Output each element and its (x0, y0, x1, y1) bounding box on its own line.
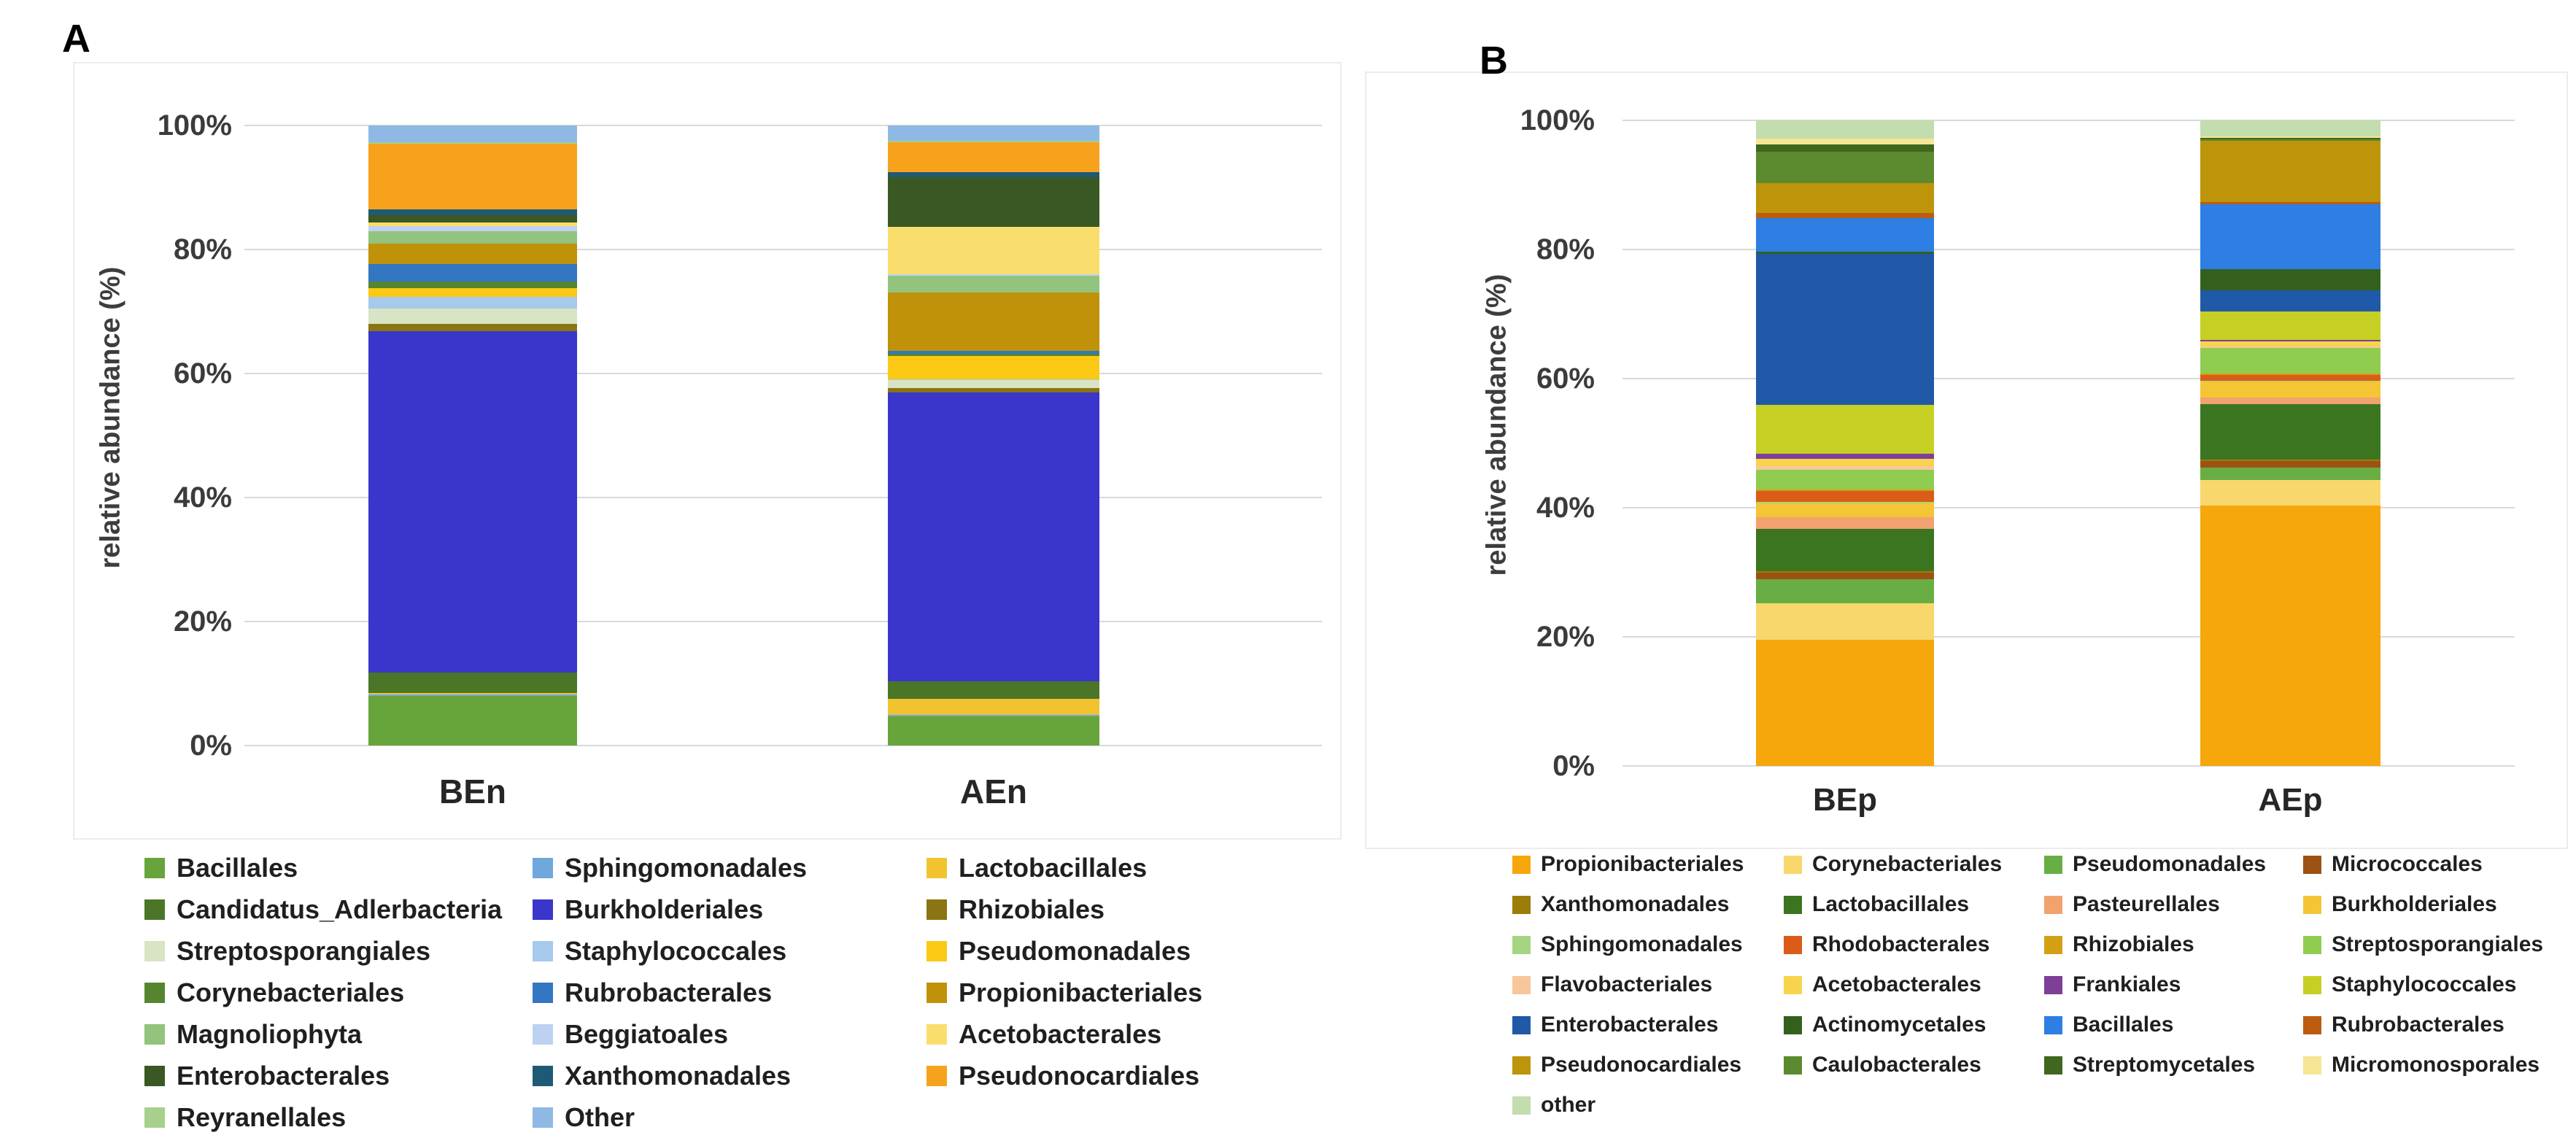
legend-swatch (533, 941, 553, 961)
legend-swatch (533, 1066, 553, 1086)
legend-swatch (2044, 896, 2062, 914)
bar-segment (368, 696, 577, 746)
y-tick-label: 0% (190, 729, 232, 762)
bar-segment (368, 309, 577, 324)
legend-swatch (927, 858, 947, 878)
legend-swatch (533, 1107, 553, 1128)
legend-swatch (927, 899, 947, 920)
x-category-label: AEp (2258, 782, 2323, 818)
bar-segment (888, 141, 1099, 142)
bar-segment (2200, 340, 2380, 341)
y-axis-title-b: relative abundance (%) (1481, 274, 1512, 576)
y-tick-label: 80% (173, 233, 232, 266)
legend-swatch (1512, 896, 1531, 914)
y-tick-label: 20% (173, 605, 232, 638)
bar-segment (2200, 204, 2380, 269)
legend-swatch (144, 858, 165, 878)
legend-swatch (2044, 976, 2062, 994)
bar-segment (1756, 459, 1934, 467)
legend-swatch (533, 1024, 553, 1045)
legend-swatch (1512, 856, 1531, 874)
legend-label: Other (565, 1102, 635, 1132)
legend-swatch (927, 1024, 947, 1045)
legend-label: Bacillales (177, 853, 298, 883)
bar-segment (1756, 470, 1934, 489)
legend-swatch (1784, 896, 1802, 914)
legend-swatch (1784, 936, 1802, 954)
legend-item (1512, 1011, 1718, 1039)
legend-item (533, 852, 807, 884)
legend-item (2044, 1051, 2255, 1079)
bar-segment (2200, 398, 2380, 405)
legend-label: other (1541, 1093, 1596, 1117)
legend-swatch (533, 899, 553, 920)
legend-swatch (144, 1024, 165, 1045)
bar-segment (1756, 573, 1934, 580)
bar-segment (1756, 502, 1934, 503)
bar-segment (2200, 348, 2380, 373)
legend-label: Propionibacteriales (959, 977, 1203, 1007)
bar-segment (2200, 141, 2380, 202)
legend-label: Enterobacterales (177, 1061, 390, 1091)
bar-segment (2200, 290, 2380, 311)
legend-item (2044, 1011, 2173, 1039)
legend-swatch (144, 941, 165, 961)
legend-label: Pasteurellales (2073, 892, 2220, 916)
legend-item (927, 852, 1147, 884)
panel-b-letter: B (1480, 39, 1508, 82)
legend-item (533, 1060, 791, 1092)
legend-label: Acetobacterales (1812, 972, 1981, 996)
legend-label: Pseudonocardiales (959, 1061, 1200, 1091)
bar-segment (888, 715, 1099, 716)
legend-item (2303, 1011, 2505, 1039)
bar-segment (1756, 254, 1934, 405)
legend-item (144, 1060, 390, 1092)
legend-item (2044, 971, 2181, 999)
legend-label: Acetobacterales (959, 1019, 1162, 1049)
legend-item (2303, 891, 2497, 918)
legend-item (2303, 931, 2543, 959)
bar-segment (2200, 120, 2380, 136)
legend-swatch (2303, 1016, 2321, 1034)
x-category-label: BEn (439, 773, 506, 810)
legend-item (144, 935, 430, 967)
legend-label: Magnoliophyta (177, 1019, 362, 1049)
bar-segment (1756, 529, 1934, 571)
bar-segment (1756, 603, 1934, 640)
bar-segment (888, 172, 1099, 178)
legend-swatch (927, 1066, 947, 1086)
legend-label: Rubrobacterales (565, 977, 773, 1007)
bar-segment (1756, 183, 1934, 214)
bar-segment (368, 222, 577, 225)
legend-swatch (2303, 1056, 2321, 1075)
legend-item (927, 894, 1105, 926)
x-category-label: AEn (960, 773, 1027, 810)
bar-segment (2200, 311, 2380, 340)
stacked-bar (2200, 120, 2380, 766)
legend-swatch (2303, 896, 2321, 914)
legend-item (2303, 971, 2516, 999)
legend-swatch (927, 983, 947, 1003)
bar-segment (2200, 381, 2380, 382)
bar-segment (1756, 579, 1934, 603)
legend-item (2044, 891, 2220, 918)
legend-item (533, 1018, 728, 1050)
y-tick-label: 100% (1520, 104, 1595, 136)
bar-segment (368, 244, 577, 263)
legend-item (144, 977, 404, 1009)
legend-swatch (533, 983, 553, 1003)
bar-segment (888, 392, 1099, 681)
bar-segment (2200, 480, 2380, 506)
legend-item (927, 935, 1191, 967)
legend-item (144, 1102, 346, 1134)
legend-swatch (1512, 1016, 1531, 1034)
y-tick-label: 60% (173, 357, 232, 390)
y-axis-title-a: relative abundance (%) (95, 266, 126, 569)
bar-segment (1756, 152, 1934, 182)
bar-segment (2200, 468, 2380, 480)
stacked-bar (368, 125, 577, 746)
bar-segment (888, 716, 1099, 746)
bar-segment (888, 276, 1099, 293)
legend-swatch (2303, 936, 2321, 954)
legend-label: Bacillales (2073, 1013, 2174, 1037)
bar-segment (888, 177, 1099, 227)
bar-segment (368, 231, 577, 244)
legend-item (2044, 851, 2266, 878)
bar-segment (2200, 460, 2380, 462)
bar-segment (368, 297, 577, 309)
legend-item (533, 1102, 635, 1134)
legend-label: Pseudomonadales (959, 936, 1191, 966)
legend-label: Caulobacterales (1812, 1053, 1981, 1077)
bar-segment (1756, 405, 1934, 453)
legend-swatch (2303, 856, 2321, 874)
bar-segment (888, 351, 1099, 353)
legend-label: Micrococcales (2332, 852, 2483, 876)
legend-item (1784, 971, 1981, 999)
panel-a-letter: A (62, 17, 90, 61)
bar-segment (1756, 503, 1934, 517)
bar-segment (1756, 466, 1934, 469)
bar-segment (1756, 144, 1934, 152)
bar-segment (368, 324, 577, 331)
legend-label: Pseudonocardiales (1541, 1053, 1742, 1077)
legend-item (1512, 931, 1743, 959)
bar-segment (888, 125, 1099, 141)
legend-label: Streptomycetales (2073, 1053, 2256, 1077)
legend-item (927, 977, 1202, 1009)
legend-label: Burkholderiales (565, 894, 764, 924)
legend-label: Xanthomonadales (565, 1061, 792, 1091)
legend-item (2303, 851, 2483, 878)
bar-segment (2200, 375, 2380, 381)
bar-segment (368, 282, 577, 288)
bar-segment (888, 380, 1099, 388)
y-tick-label: 0% (1552, 750, 1595, 782)
legend-swatch (144, 899, 165, 920)
legend-label: Streptosporangiales (177, 936, 431, 966)
legend-label: Sphingomonadales (1541, 932, 1743, 956)
chart-frame-b (1365, 71, 2568, 849)
bar-segment (888, 142, 1099, 172)
legend-item (1784, 931, 1989, 959)
chart-frame-a (73, 62, 1342, 840)
legend-item (927, 1018, 1161, 1050)
legend-swatch (2044, 936, 2062, 954)
bar-segment (368, 226, 577, 232)
bar-segment (1756, 571, 1934, 573)
legend-item (1784, 851, 2002, 878)
legend-item (2044, 931, 2194, 959)
legend-label: Lactobacillales (959, 853, 1148, 883)
bar-segment (2200, 382, 2380, 397)
legend-swatch (144, 1107, 165, 1128)
legend-label: Rhizobiales (2073, 932, 2194, 956)
bar-segment (888, 699, 1099, 715)
legend-swatch (1512, 976, 1531, 994)
bar-segment (2200, 202, 2380, 204)
bar-segment (368, 693, 577, 695)
bar-segment (1756, 120, 1934, 139)
bar-segment (368, 673, 577, 693)
bar-segment (888, 388, 1099, 392)
bar-segment (1756, 491, 1934, 502)
bar-segment (888, 356, 1099, 379)
legend-item (533, 977, 772, 1009)
y-tick-label: 40% (1536, 492, 1595, 524)
bar-segment (2200, 138, 2380, 139)
legend-swatch (1512, 1096, 1531, 1115)
legend-label: Candidatus_Adlerbacteria (177, 894, 503, 924)
legend-label: Corynebacteriales (177, 977, 405, 1007)
bar-segment (368, 125, 577, 142)
bar-segment (888, 354, 1099, 356)
bar-segment (2200, 404, 2380, 459)
x-category-label: BEp (1813, 782, 1877, 818)
legend-swatch (1784, 1016, 1802, 1034)
legend-label: Rhizobiales (959, 894, 1105, 924)
legend-item (1512, 1091, 1596, 1119)
bar-segment (888, 379, 1099, 381)
legend-item (1512, 851, 1744, 878)
y-tick-label: 60% (1536, 363, 1595, 395)
legend-item (144, 1018, 362, 1050)
legend-label: Reyranellales (177, 1102, 347, 1132)
bar-segment (1756, 218, 1934, 252)
legend-label: Enterobacterales (1541, 1013, 1719, 1037)
y-tick-label: 40% (173, 481, 232, 514)
legend-swatch (1784, 1056, 1802, 1075)
legend-item (1784, 891, 1969, 918)
legend-label: Pseudomonadales (2073, 852, 2267, 876)
bar-segment (1756, 213, 1934, 217)
legend-item (2303, 1051, 2540, 1079)
bar-segment (2200, 136, 2380, 138)
bar-segment (2200, 139, 2380, 142)
bar-segment (888, 293, 1099, 352)
legend-swatch (144, 983, 165, 1003)
legend-item (1512, 1051, 1741, 1079)
legend-label: Streptosporangiales (2332, 932, 2544, 956)
y-tick-label: 100% (157, 109, 232, 142)
legend-label: Burkholderiales (2332, 892, 2497, 916)
legend-swatch (2044, 1016, 2062, 1034)
bar-segment (888, 681, 1099, 700)
bar-segment (1756, 252, 1934, 255)
bar-segment (368, 215, 577, 222)
legend-label: Beggiatoales (565, 1019, 729, 1049)
legend-swatch (144, 1066, 165, 1086)
legend-item (1512, 971, 1712, 999)
bar-segment (2200, 461, 2380, 468)
legend-label: Staphylococcales (2332, 972, 2517, 996)
bar-segment (2200, 269, 2380, 290)
bar-segment (2200, 346, 2380, 348)
legend-label: Flavobacteriales (1541, 972, 1713, 996)
bar-segment (1756, 517, 1934, 529)
legend-swatch (2303, 976, 2321, 994)
legend-label: Rubrobacterales (2332, 1013, 2505, 1037)
legend-label: Sphingomonadales (565, 853, 808, 883)
stacked-bar (1756, 120, 1934, 766)
bar-segment (1756, 139, 1934, 144)
stacked-bar (888, 125, 1099, 746)
bar-segment (368, 142, 577, 144)
bar-segment (368, 331, 577, 673)
bar-segment (368, 694, 577, 696)
bar-segment (368, 264, 577, 282)
bar-segment (1756, 489, 1934, 491)
legend-item (1784, 1011, 1986, 1039)
bar-segment (888, 274, 1099, 276)
bar-segment (888, 227, 1099, 274)
legend-label: Corynebacteriales (1812, 852, 2003, 876)
bar-segment (1756, 454, 1934, 459)
legend-swatch (927, 941, 947, 961)
legend-swatch (1784, 856, 1802, 874)
bar-segment (2200, 373, 2380, 375)
legend-swatch (2044, 1056, 2062, 1075)
legend-swatch (1512, 936, 1531, 954)
legend-item (144, 894, 502, 926)
y-tick-label: 20% (1536, 621, 1595, 653)
y-tick-label: 80% (1536, 233, 1595, 266)
legend-item (1512, 891, 1729, 918)
bar-segment (2200, 341, 2380, 346)
legend-label: Frankiales (2073, 972, 2181, 996)
legend-label: Actinomycetales (1812, 1013, 1987, 1037)
legend-swatch (533, 858, 553, 878)
legend-swatch (1512, 1056, 1531, 1075)
legend-label: Xanthomonadales (1541, 892, 1730, 916)
legend-item (533, 935, 786, 967)
bar-segment (1756, 640, 1934, 766)
legend-label: Lactobacillales (1812, 892, 1970, 916)
legend-item (533, 894, 763, 926)
bar-segment (368, 209, 577, 216)
legend-label: Rhodobacterales (1812, 932, 1990, 956)
legend-label: Propionibacteriales (1541, 852, 1744, 876)
bar-segment (368, 288, 577, 297)
legend-label: Staphylococcales (565, 936, 787, 966)
legend-item (144, 852, 298, 884)
legend-item (1784, 1051, 1981, 1079)
legend-item (927, 1060, 1199, 1092)
bar-segment (2200, 506, 2380, 766)
bar-segment (368, 144, 577, 209)
legend-label: Micromonosporales (2332, 1053, 2540, 1077)
legend-swatch (2044, 856, 2062, 874)
legend-swatch (1784, 976, 1802, 994)
